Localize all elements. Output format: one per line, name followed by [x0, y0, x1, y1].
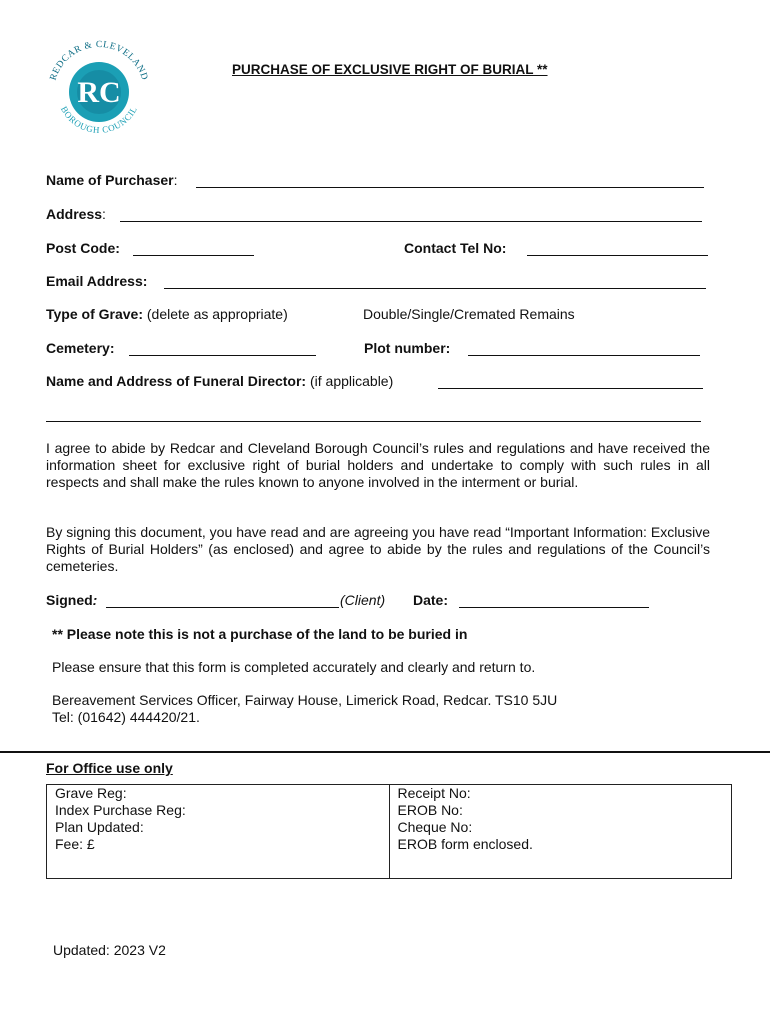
- receipt-no-label: Receipt No:: [397, 785, 471, 801]
- email-label: Email Address:: [46, 273, 148, 289]
- office-use-table: [46, 784, 732, 879]
- grave-type-label: Type of Grave:: [46, 306, 143, 322]
- client-label: (Client): [340, 592, 386, 608]
- email-field[interactable]: [164, 288, 706, 289]
- grave-type-options[interactable]: Double/Single/Cremated Remains: [363, 306, 575, 322]
- purchaser-field[interactable]: [196, 187, 704, 188]
- land-notice: ** Please note this is not a purchase of the land to be buried in: [52, 626, 468, 642]
- plot-number-label: Plot number:: [364, 340, 451, 356]
- contact-tel-label: Contact Tel No:: [404, 240, 507, 256]
- funeral-director-note: (if applicable): [309, 373, 394, 389]
- funeral-director-field[interactable]: [438, 388, 703, 389]
- postcode-field[interactable]: [133, 255, 254, 256]
- logo-monogram: RC: [77, 76, 121, 109]
- plan-updated-label: Plan Updated:: [55, 819, 144, 835]
- logo-text-bottom: BOROUGH COUNCIL: [58, 104, 140, 136]
- erob-no-label: EROB No:: [397, 802, 463, 818]
- page-title: PURCHASE OF EXCLUSIVE RIGHT OF BURIAL **: [232, 62, 548, 77]
- purchaser-row: Name of Purchaser:: [46, 172, 178, 188]
- return-tel: Tel: (01642) 444420/21.: [52, 709, 200, 725]
- footer-updated: Updated: 2023 V2: [53, 942, 166, 958]
- signed-label: Signed: [46, 592, 93, 608]
- office-use-heading: For Office use only: [46, 760, 173, 776]
- plot-number-field[interactable]: [468, 355, 700, 356]
- signing-paragraph: By signing this document, you have read and are agreeing you have read “Important Information: Exclusive Rights of Burial Holders” (as enclosed) and agree to abide by the rules and regulations of the Council’s cemeteries.: [46, 524, 710, 574]
- signature-field[interactable]: [106, 607, 339, 608]
- fee-label: Fee: £: [55, 836, 95, 852]
- date-label: Date:: [413, 592, 449, 608]
- cheque-no-label: Cheque No:: [397, 819, 473, 835]
- council-logo: [40, 40, 158, 140]
- return-address: Bereavement Services Officer, Fairway House, Limerick Road, Redcar. TS10 5JU: [52, 692, 558, 708]
- purchaser-label: Name of Purchaser: [46, 172, 174, 188]
- index-purchase-reg-label: Index Purchase Reg:: [55, 802, 186, 818]
- grave-reg-label: Grave Reg:: [55, 785, 127, 801]
- contact-tel-field[interactable]: [527, 255, 708, 256]
- ensure-text: Please ensure that this form is completed accurately and clearly and return to.: [52, 659, 536, 675]
- date-field[interactable]: [459, 607, 649, 608]
- cemetery-label: Cemetery:: [46, 340, 115, 356]
- section-divider: [0, 751, 770, 753]
- erob-form-label: EROB form enclosed.: [397, 836, 533, 852]
- grave-type-note: (delete as appropriate): [146, 306, 288, 322]
- address-row: Address:: [46, 206, 106, 222]
- postcode-label: Post Code:: [46, 240, 120, 256]
- logo-text-top: REDCAR & CLEVELAND: [48, 40, 150, 82]
- funeral-director-label: Name and Address of Funeral Director:: [46, 373, 307, 389]
- address-field[interactable]: [120, 221, 702, 222]
- address-label: Address: [46, 206, 103, 222]
- funeral-director-address-field[interactable]: [46, 421, 701, 422]
- agreement-paragraph: I agree to abide by Redcar and Cleveland Borough Council’s rules and regulations and have received the information sheet for exclusive right of burial holders and undertake to comply with such rules in all respects and shall make the rules known to anyone involved in the interment or burial.: [46, 440, 710, 490]
- cemetery-field[interactable]: [129, 355, 316, 356]
